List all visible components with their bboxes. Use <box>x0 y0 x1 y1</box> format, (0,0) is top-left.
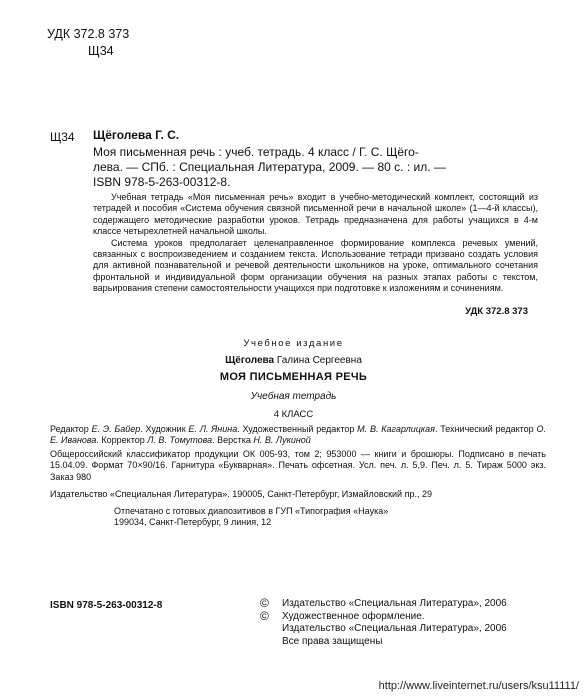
copyright-block <box>260 598 507 648</box>
grade-label: 4 КЛАСС <box>273 409 314 420</box>
author-mark-top: Щ34 <box>88 44 114 58</box>
author-mark: Щ34 <box>50 130 75 144</box>
annotation-paragraph: Система уроков предполагает целенаправленное формирование комплекса речевых умений, связанных с воспроизведением и созданием текста. Использование тетради призвано создать условия для активной познавательной и речевой деятельности школьников на уроке, оптимального сочетания фронтальной и индивидуальной форм организации обучения на разных этапах работы с текстом, варьирования степени самостоятельности учащихся при подготовке к изложениям и сочинениям. <box>93 237 538 294</box>
bib-line: ISBN 978-5-263-00312-8. <box>93 175 231 189</box>
annotation <box>93 192 538 295</box>
publisher-address: Издательство «Специальная Литература». 190005, Санкт-Петербург, Измайловский пр., 29 <box>50 489 432 499</box>
udk-code-bottom: УДК 372.8 373 <box>465 305 528 317</box>
copyright-icon: © <box>260 608 269 623</box>
corrector-name: Л. В. Томутова <box>147 435 213 446</box>
copyright-icon: © <box>260 596 269 610</box>
udk-header <box>47 26 129 60</box>
printing-house <box>50 506 546 529</box>
bibliographic-record <box>50 128 538 319</box>
book-subtitle: Учебная тетрадь <box>250 391 337 402</box>
bib-line: лева. — СПб. : Специальная Литература, 2009. — 80 с. : ил. — <box>93 160 446 174</box>
annotation-paragraph: Учебная тетрадь «Моя письменная речь» входит в учебно-методический комплект, состоящий из тетрадей и пособия «Система обучения связной письменной речи в начальной школе» (1—4-й классы), содержащего методические разработки уроков. Тетрадь предназначена для работы учащихся в 4-м классе четырехлетней начальной школы. <box>93 192 538 237</box>
printing-house-name: Отпечатано с готовых диапозитивов в ГУП «Типография «Наука» <box>114 506 389 516</box>
author-row <box>50 128 538 145</box>
author-heading: Щёголева Г. С. <box>93 128 180 142</box>
credits: Редактор Е. Э. Байер. Художник Е. Л. Янина. Художественный редактор М. В. Кагарлицкая. Технический редактор О. Е. Иванова. Корректор Л. В. Томутова. Верстка Н. В. Лукиной <box>50 424 546 446</box>
artist-name: Е. Л. Янина <box>188 424 238 434</box>
book-title: МОЯ ПИСЬМЕННАЯ РЕЧЬ <box>219 371 368 383</box>
udk-code-top: УДК 372.8 373 <box>47 27 130 41</box>
author-full-name <box>0 355 587 366</box>
printing-house-address: 199034, Санкт-Петербург, 9 линия, 12 <box>114 517 272 528</box>
edition-type: Учебное издание <box>243 338 344 349</box>
copyright-line: Издательство «Специальная Литература», 2006 <box>282 623 507 634</box>
editor-name: Е. Э. Байер <box>91 424 141 434</box>
copyright-line: © Издательство «Специальная Литература», 2006 <box>260 596 507 610</box>
isbn: ISBN 978-5-263-00312-8 <box>50 600 163 611</box>
layout-name: Н. В. Лукиной <box>253 435 311 446</box>
copyright-line: © Художественное оформление. <box>260 608 425 623</box>
art-editor-name: М. В. Кагарлицкая <box>357 424 435 434</box>
copyright-line: Все права защищены <box>282 635 383 647</box>
print-specs: Общероссийский классификатор продукции ОК 005-93, том 2; 953000 — книги и брошюры. Подписано в печать 15.04.09. Формат 70×90/16. Гарнитура «Букварная». Печать офсетная. Усл. печ. л. 5,9. Печ. л. 5. Тираж 5000 экз. Заказ 980 <box>50 449 546 482</box>
watermark-url: http://www.liveinternet.ru/users/ksu11111/ <box>378 680 579 692</box>
bib-line: Моя письменная речь : учеб. тетрадь. 4 класс / Г. С. Щёго- <box>93 145 419 159</box>
author-surname: Щёголева <box>225 355 275 366</box>
tech-editor-name: О. Е. Иванова <box>50 424 546 446</box>
author-given-names: Галина Сергеевна <box>274 355 362 366</box>
bibliographic-description <box>93 145 538 190</box>
